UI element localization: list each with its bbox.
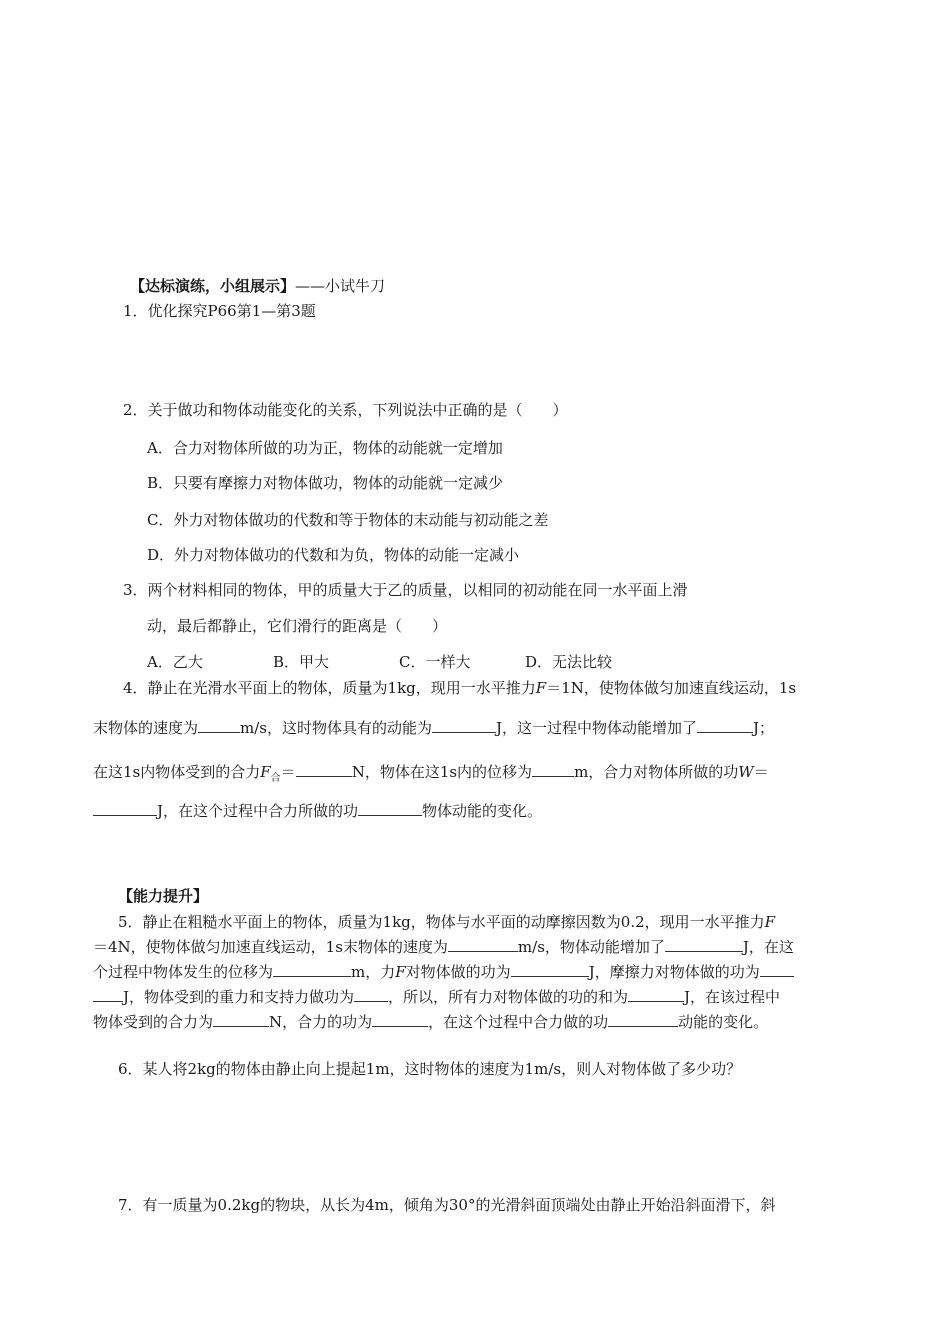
answer-blank[interactable] bbox=[448, 937, 518, 952]
question-7: 7．有一质量为0.2kg的物块，从长为4m，倾角为30°的光滑斜面顶端处由静止开始沿斜面滑下，斜 bbox=[118, 1196, 776, 1214]
question-3-options bbox=[147, 652, 612, 672]
question-4-line2: 末物体的速度为 m/s，这时物体具有的动能为 J，这一过程中物体动能增加了 J； bbox=[93, 719, 775, 737]
question-2-stem: 2．关于做功和物体动能变化的关系，下列说法中正确的是（ ） bbox=[123, 401, 568, 419]
question-2-option-a: A．合力对物体所做的功为正，物体的动能就一定增加 bbox=[147, 439, 503, 457]
question-3-option-b: B．甲大 bbox=[273, 653, 330, 671]
question-4-line1: 4．静止在光滑水平面上的物体，质量为1kg，现用一水平推力F＝1N，使物体做匀加速直线运动，1s bbox=[123, 679, 797, 697]
answer-blank[interactable] bbox=[697, 718, 753, 733]
question-2-option-b: B．只要有摩擦力对物体做功，物体的动能就一定减少 bbox=[147, 474, 504, 492]
question-1: 1．优化探究P66第1—第3题 bbox=[123, 302, 316, 320]
answer-blank[interactable] bbox=[213, 1012, 269, 1027]
answer-blank[interactable] bbox=[198, 718, 240, 733]
question-3-option-a: A．乙大 bbox=[147, 653, 203, 671]
question-3-option-c: C．一样大 bbox=[399, 653, 471, 671]
question-6: 6．某人将2kg的物体由静止向上提起1m，这时物体的速度为1m/s，则人对物体做了多少功？ bbox=[118, 1060, 742, 1078]
answer-blank[interactable] bbox=[665, 937, 743, 952]
question-2-option-d: D．外力对物体做功的代数和为负，物体的动能一定减小 bbox=[147, 546, 520, 564]
section-title: 【达标演练，小组展示】 bbox=[130, 277, 296, 295]
answer-blank[interactable] bbox=[628, 987, 684, 1002]
question-5-line2: ＝4N，使物体做匀加速直线运动，1s末物体的速度为 m/s，物体动能增加了 J，在这 bbox=[93, 938, 794, 956]
question-4-line3: 在这1s内物体受到的合力$F_合= N$，物体在这1s内的位移为 m，合力对物体所做的功W＝ bbox=[93, 763, 769, 784]
answer-blank[interactable] bbox=[532, 762, 574, 777]
section-subtitle: ——小试牛刀 bbox=[295, 277, 386, 295]
answer-blank[interactable] bbox=[273, 962, 351, 977]
question-3-stem-line2: 动，最后都静止，它们滑行的距离是（ ） bbox=[147, 617, 448, 635]
question-3-stem-line1: 3．两个材料相同的物体，甲的质量大于乙的质量，以相同的初动能在同一水平面上滑 bbox=[123, 581, 688, 599]
question-5-line5: 物体受到的合力为 N，合力的功为 ，在这个过程中合力做的功 动能的变化。 bbox=[93, 1013, 769, 1031]
answer-blank[interactable] bbox=[511, 962, 589, 977]
answer-blank[interactable] bbox=[372, 1012, 428, 1027]
section-header-practice bbox=[130, 276, 385, 296]
section-header-ability: 【能力提升】 bbox=[118, 887, 209, 905]
answer-blank[interactable] bbox=[93, 987, 123, 1002]
answer-blank[interactable] bbox=[93, 801, 157, 816]
question-5-line1: 5．静止在粗糙水平面上的物体，质量为1kg，物体与水平面的动摩擦因数为0.2，现用一水平推力F bbox=[118, 913, 776, 931]
question-2-option-c: C．外力对物体做功的代数和等于物体的末动能与初动能之差 bbox=[147, 511, 549, 529]
answer-blank[interactable] bbox=[432, 718, 496, 733]
question-3-option-d: D．无法比较 bbox=[525, 653, 613, 671]
answer-blank[interactable] bbox=[358, 801, 422, 816]
answer-blank[interactable] bbox=[760, 962, 794, 977]
question-4-line4: J，在这个过程中合力所做的功 物体动能的变化。 bbox=[93, 801, 542, 821]
question-5-line3: 个过程中物体发生的位移为 m，力F对物体做的功为 J，摩擦力对物体做的功为 bbox=[93, 962, 794, 982]
answer-blank[interactable] bbox=[296, 762, 352, 777]
answer-blank[interactable] bbox=[354, 987, 388, 1002]
question-5-line4: J，物体受到的重力和支持力做功为 ，所以，所有力对物体做的功的和为 J，在该过程中 bbox=[93, 987, 780, 1007]
answer-blank[interactable] bbox=[608, 1012, 678, 1027]
